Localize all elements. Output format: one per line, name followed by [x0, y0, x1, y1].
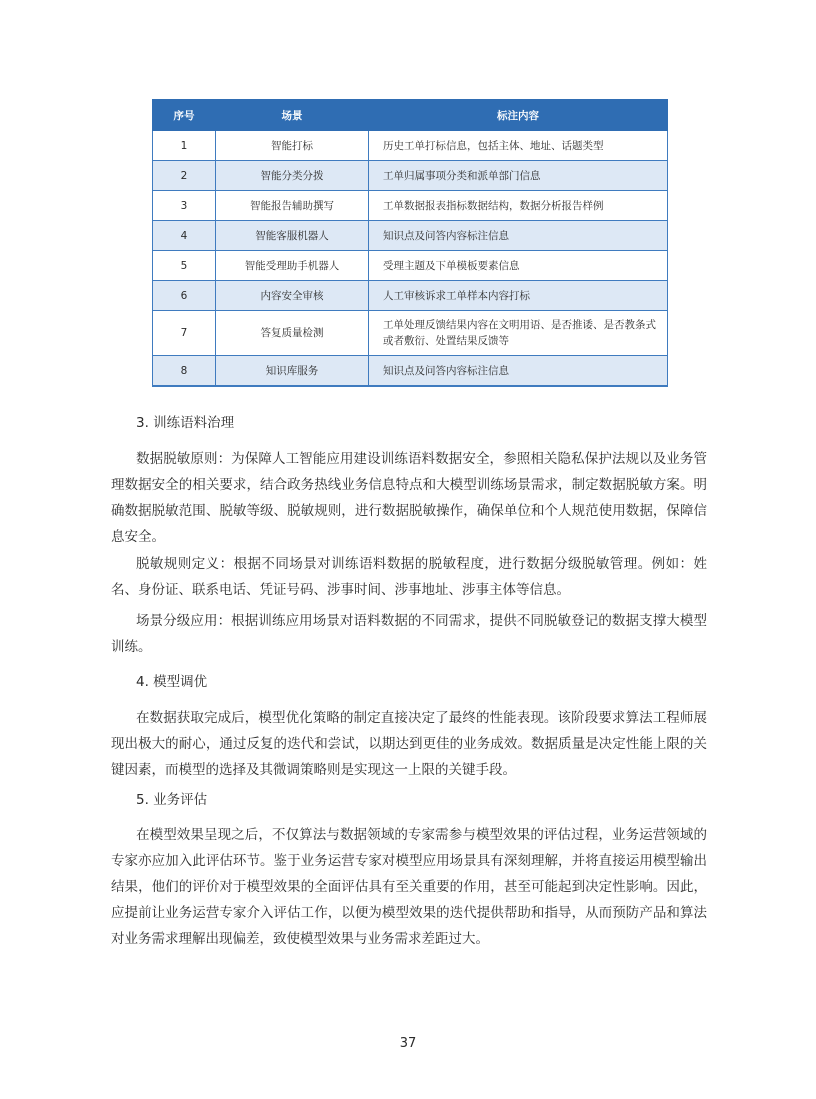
cell-scene: 智能受理助手机器人: [216, 251, 369, 281]
annotation-table: [152, 99, 668, 387]
table-row: [153, 221, 668, 251]
section-heading-training-corpus: 3. 训练语料治理: [136, 415, 235, 431]
cell-scene: 智能打标: [216, 131, 369, 161]
cell-scene: 内容安全审核: [216, 281, 369, 311]
paragraph-business-evaluation: 在模型效果呈现之后，不仅算法与数据领域的专家需参与模型效果的评估过程，业务运营领域的专家亦应加入此评估环节。鉴于业务运营专家对模型应用场景具有深刻理解，并将直接运用模型输出结果，他们的评价对于模型效果的全面评估具有至关重要的作用，甚至可能起到决定性影响。因此，应提前让业务运营专家介入评估工作，以便为模型效果的迭代提供帮助和指导，从而预防产品和算法对业务需求理解出现偏差，致使模型效果与业务需求差距过大。: [111, 827, 707, 947]
cell-content: 工单数据报表指标数据结构，数据分析报告样例: [369, 191, 668, 221]
table-row: [153, 251, 668, 281]
cell-index: 7: [153, 311, 216, 356]
paragraph-desensitization-rules: 脱敏规则定义：根据不同场景对训练语料数据的脱敏程度，进行数据分级脱敏管理。例如：姓名、身份证、联系电话、凭证号码、涉事时间、涉事地址、涉事主体等信息。: [111, 556, 707, 598]
cell-content: 人工审核诉求工单样本内容打标: [369, 281, 668, 311]
cell-index: 5: [153, 251, 216, 281]
cell-scene: 知识库服务: [216, 356, 369, 387]
cell-index: 4: [153, 221, 216, 251]
paragraph-model-tuning: 在数据获取完成后，模型优化策略的制定直接决定了最终的性能表现。该阶段要求算法工程师展现出极大的耐心，通过反复的迭代和尝试，以期达到更佳的业务成效。数据质量是决定性能上限的关键因素，而模型的选择及其微调策略则是实现这一上限的关键手段。: [111, 710, 707, 778]
cell-index: 8: [153, 356, 216, 387]
header-index: 序号: [153, 100, 216, 131]
cell-scene: 智能报告辅助撰写: [216, 191, 369, 221]
cell-content: 知识点及问答内容标注信息: [369, 356, 668, 387]
table-row: [153, 311, 668, 356]
table-header-row: [153, 100, 668, 131]
section-heading-business-evaluation: 5. 业务评估: [136, 792, 208, 808]
cell-index: 3: [153, 191, 216, 221]
table-row: [153, 356, 668, 387]
cell-scene: 答复质量检测: [216, 311, 369, 356]
table-row: [153, 191, 668, 221]
table-row: [153, 131, 668, 161]
cell-index: 2: [153, 161, 216, 191]
page-number: 37: [399, 1036, 417, 1051]
header-annotation-content: 标注内容: [369, 100, 668, 131]
cell-content: 工单处理反馈结果内容在文明用语、是否推诿、是否教条式或者敷衍、处置结果反馈等: [369, 311, 668, 356]
cell-content: 受理主题及下单模板要素信息: [369, 251, 668, 281]
table-row: [153, 161, 668, 191]
section-heading-model-tuning: 4. 模型调优: [136, 674, 208, 690]
paragraph-scenario-grading: 场景分级应用：根据训练应用场景对语料数据的不同需求，提供不同脱敏登记的数据支撑大模型训练。: [111, 613, 707, 655]
cell-content: 工单归属事项分类和派单部门信息: [369, 161, 668, 191]
paragraph-desensitization-principle: 数据脱敏原则：为保障人工智能应用建设训练语料数据安全，参照相关隐私保护法规以及业务管理数据安全的相关要求，结合政务热线业务信息特点和大模型训练场景需求，制定数据脱敏方案。明确数据脱敏范围、脱敏等级、脱敏规则，进行数据脱敏操作，确保单位和个人规范使用数据，保障信息安全。: [111, 451, 707, 545]
cell-content: 历史工单打标信息，包括主体、地址、话题类型: [369, 131, 668, 161]
cell-index: 1: [153, 131, 216, 161]
table-row: [153, 281, 668, 311]
cell-content: 知识点及问答内容标注信息: [369, 221, 668, 251]
cell-scene: 智能客服机器人: [216, 221, 369, 251]
cell-scene: 智能分类分拨: [216, 161, 369, 191]
header-scene: 场景: [216, 100, 369, 131]
cell-index: 6: [153, 281, 216, 311]
